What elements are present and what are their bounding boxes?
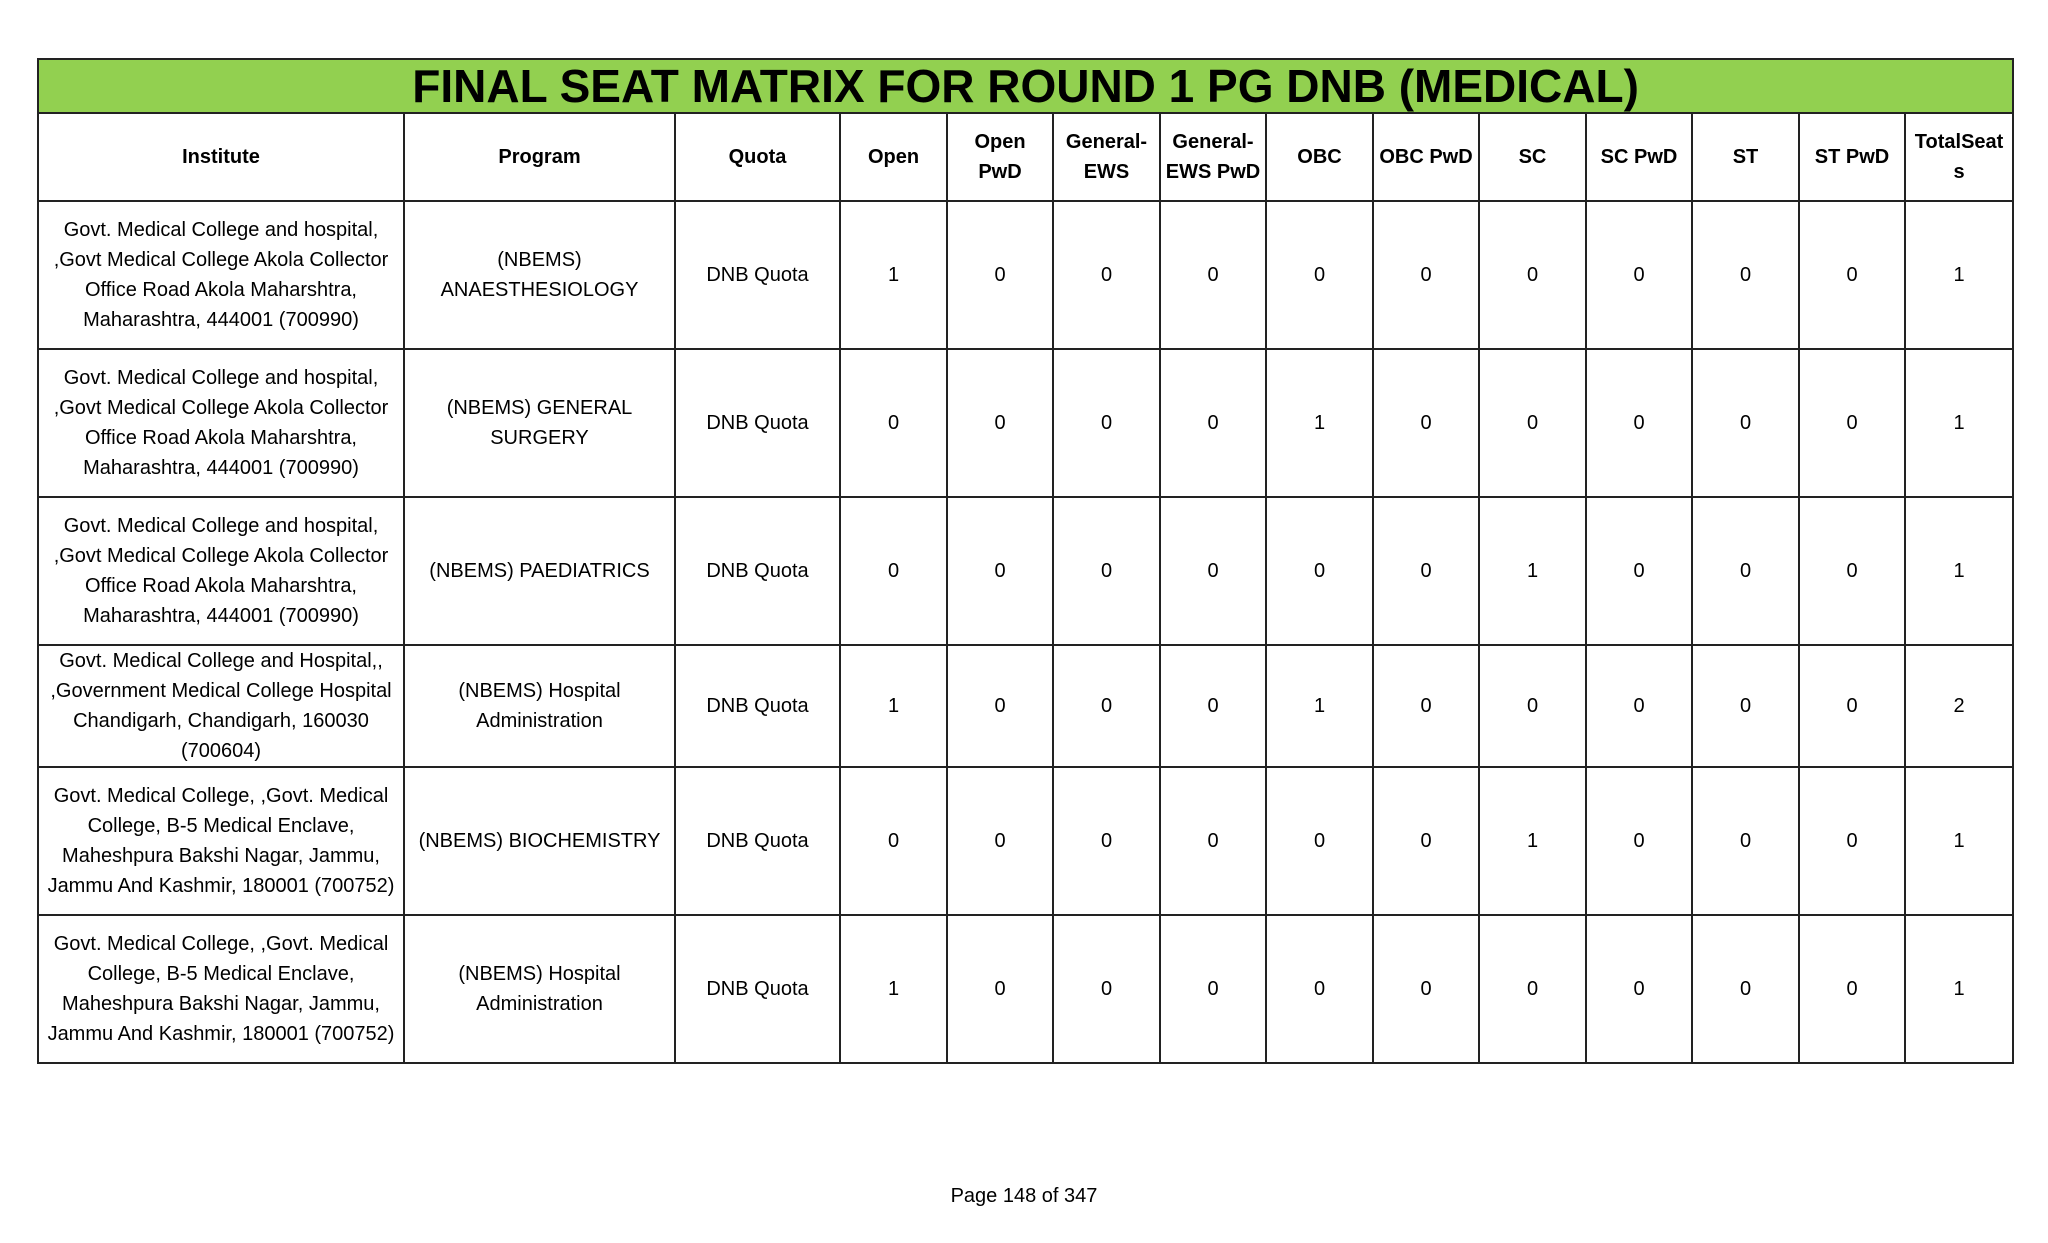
seat-matrix-sheet xyxy=(37,58,2012,1064)
cell-institute: Govt. Medical College, ,Govt. Medical College, B-5 Medical Enclave, Maheshpura Bakshi Nagar, Jammu, Jammu And Kashmir, 180001 (700752) xyxy=(38,767,404,915)
cell-open-pwd: 0 xyxy=(947,349,1053,497)
col-header-st-pwd: ST PwD xyxy=(1799,113,1905,201)
cell-st: 0 xyxy=(1692,645,1799,767)
cell-open-pwd: 0 xyxy=(947,201,1053,349)
col-header-open-pwd: Open PwD xyxy=(947,113,1053,201)
cell-total-seats: 1 xyxy=(1905,767,2013,915)
cell-sc-pwd: 0 xyxy=(1586,915,1692,1063)
cell-total-seats: 1 xyxy=(1905,201,2013,349)
cell-obc: 1 xyxy=(1266,349,1373,497)
cell-open-pwd: 0 xyxy=(947,645,1053,767)
cell-program: (NBEMS) ANAESTHESIOLOGY xyxy=(404,201,675,349)
cell-quota: DNB Quota xyxy=(675,767,840,915)
seat-matrix-table xyxy=(37,58,2014,1064)
cell-general-ews: 0 xyxy=(1053,201,1160,349)
cell-institute: Govt. Medical College and hospital, ,Govt Medical College Akola Collector Office Road Akola Maharshtra, Maharashtra, 444001 (700990) xyxy=(38,201,404,349)
cell-obc-pwd: 0 xyxy=(1373,767,1479,915)
cell-general-ews-pwd: 0 xyxy=(1160,645,1266,767)
cell-general-ews: 0 xyxy=(1053,349,1160,497)
cell-general-ews: 0 xyxy=(1053,645,1160,767)
cell-obc: 0 xyxy=(1266,767,1373,915)
cell-program: (NBEMS) GENERAL SURGERY xyxy=(404,349,675,497)
cell-obc-pwd: 0 xyxy=(1373,201,1479,349)
cell-open-pwd: 0 xyxy=(947,497,1053,645)
cell-general-ews: 0 xyxy=(1053,767,1160,915)
col-header-st: ST xyxy=(1692,113,1799,201)
cell-quota: DNB Quota xyxy=(675,497,840,645)
col-header-general-ews-pwd: General-EWS PwD xyxy=(1160,113,1266,201)
cell-program: (NBEMS) Hospital Administration xyxy=(404,645,675,767)
table-row xyxy=(38,767,2013,915)
cell-obc-pwd: 0 xyxy=(1373,915,1479,1063)
cell-st-pwd: 0 xyxy=(1799,645,1905,767)
cell-institute: Govt. Medical College and hospital, ,Govt Medical College Akola Collector Office Road Akola Maharshtra, Maharashtra, 444001 (700990) xyxy=(38,497,404,645)
cell-st-pwd: 0 xyxy=(1799,497,1905,645)
cell-obc: 0 xyxy=(1266,915,1373,1063)
cell-program: (NBEMS) Hospital Administration xyxy=(404,915,675,1063)
cell-general-ews-pwd: 0 xyxy=(1160,497,1266,645)
cell-general-ews: 0 xyxy=(1053,915,1160,1063)
cell-open: 0 xyxy=(840,497,947,645)
cell-sc: 0 xyxy=(1479,349,1586,497)
cell-institute: Govt. Medical College and hospital, ,Govt Medical College Akola Collector Office Road Akola Maharshtra, Maharashtra, 444001 (700990) xyxy=(38,349,404,497)
cell-st: 0 xyxy=(1692,349,1799,497)
col-header-quota: Quota xyxy=(675,113,840,201)
cell-sc: 1 xyxy=(1479,767,1586,915)
cell-program: (NBEMS) BIOCHEMISTRY xyxy=(404,767,675,915)
cell-quota: DNB Quota xyxy=(675,915,840,1063)
cell-sc-pwd: 0 xyxy=(1586,645,1692,767)
cell-open-pwd: 0 xyxy=(947,915,1053,1063)
table-row xyxy=(38,201,2013,349)
col-header-program: Program xyxy=(404,113,675,201)
table-row xyxy=(38,349,2013,497)
cell-quota: DNB Quota xyxy=(675,645,840,767)
cell-total-seats: 1 xyxy=(1905,497,2013,645)
cell-st-pwd: 0 xyxy=(1799,767,1905,915)
cell-sc-pwd: 0 xyxy=(1586,497,1692,645)
cell-st-pwd: 0 xyxy=(1799,201,1905,349)
header-row xyxy=(38,113,2013,201)
cell-obc: 1 xyxy=(1266,645,1373,767)
cell-obc: 0 xyxy=(1266,201,1373,349)
cell-open: 1 xyxy=(840,915,947,1063)
cell-st-pwd: 0 xyxy=(1799,349,1905,497)
page-number: Page 148 of 347 xyxy=(950,1185,1098,1207)
table-row xyxy=(38,915,2013,1063)
col-header-open: Open xyxy=(840,113,947,201)
cell-institute: Govt. Medical College and Hospital,, ,Government Medical College Hospital Chandigarh, Chandigarh, 160030 (700604) xyxy=(38,645,404,767)
cell-institute: Govt. Medical College, ,Govt. Medical College, B-5 Medical Enclave, Maheshpura Bakshi Nagar, Jammu, Jammu And Kashmir, 180001 (700752) xyxy=(38,915,404,1063)
cell-open: 1 xyxy=(840,201,947,349)
cell-total-seats: 1 xyxy=(1905,349,2013,497)
cell-open: 0 xyxy=(840,767,947,915)
cell-sc: 0 xyxy=(1479,645,1586,767)
col-header-sc-pwd: SC PwD xyxy=(1586,113,1692,201)
cell-obc-pwd: 0 xyxy=(1373,645,1479,767)
col-header-institute: Institute xyxy=(38,113,404,201)
col-header-obc-pwd: OBC PwD xyxy=(1373,113,1479,201)
col-header-sc: SC xyxy=(1479,113,1586,201)
cell-obc-pwd: 0 xyxy=(1373,349,1479,497)
cell-quota: DNB Quota xyxy=(675,349,840,497)
cell-st: 0 xyxy=(1692,201,1799,349)
cell-obc: 0 xyxy=(1266,497,1373,645)
cell-sc-pwd: 0 xyxy=(1586,201,1692,349)
cell-quota: DNB Quota xyxy=(675,201,840,349)
col-header-total-seats: TotalSeats xyxy=(1905,113,2013,201)
cell-sc-pwd: 0 xyxy=(1586,767,1692,915)
cell-general-ews-pwd: 0 xyxy=(1160,349,1266,497)
cell-st-pwd: 0 xyxy=(1799,915,1905,1063)
col-header-obc: OBC xyxy=(1266,113,1373,201)
cell-open: 0 xyxy=(840,349,947,497)
cell-general-ews-pwd: 0 xyxy=(1160,915,1266,1063)
cell-program: (NBEMS) PAEDIATRICS xyxy=(404,497,675,645)
cell-sc: 1 xyxy=(1479,497,1586,645)
cell-sc: 0 xyxy=(1479,915,1586,1063)
cell-general-ews: 0 xyxy=(1053,497,1160,645)
table-row xyxy=(38,497,2013,645)
cell-sc-pwd: 0 xyxy=(1586,349,1692,497)
cell-general-ews-pwd: 0 xyxy=(1160,201,1266,349)
cell-st: 0 xyxy=(1692,915,1799,1063)
cell-open: 1 xyxy=(840,645,947,767)
table-row xyxy=(38,645,2013,767)
cell-obc-pwd: 0 xyxy=(1373,497,1479,645)
cell-general-ews-pwd: 0 xyxy=(1160,767,1266,915)
cell-sc: 0 xyxy=(1479,201,1586,349)
cell-st: 0 xyxy=(1692,497,1799,645)
col-header-general-ews: General-EWS xyxy=(1053,113,1160,201)
cell-st: 0 xyxy=(1692,767,1799,915)
table-title: FINAL SEAT MATRIX FOR ROUND 1 PG DNB (MEDICAL) xyxy=(38,59,2013,113)
cell-open-pwd: 0 xyxy=(947,767,1053,915)
cell-total-seats: 2 xyxy=(1905,645,2013,767)
cell-total-seats: 1 xyxy=(1905,915,2013,1063)
